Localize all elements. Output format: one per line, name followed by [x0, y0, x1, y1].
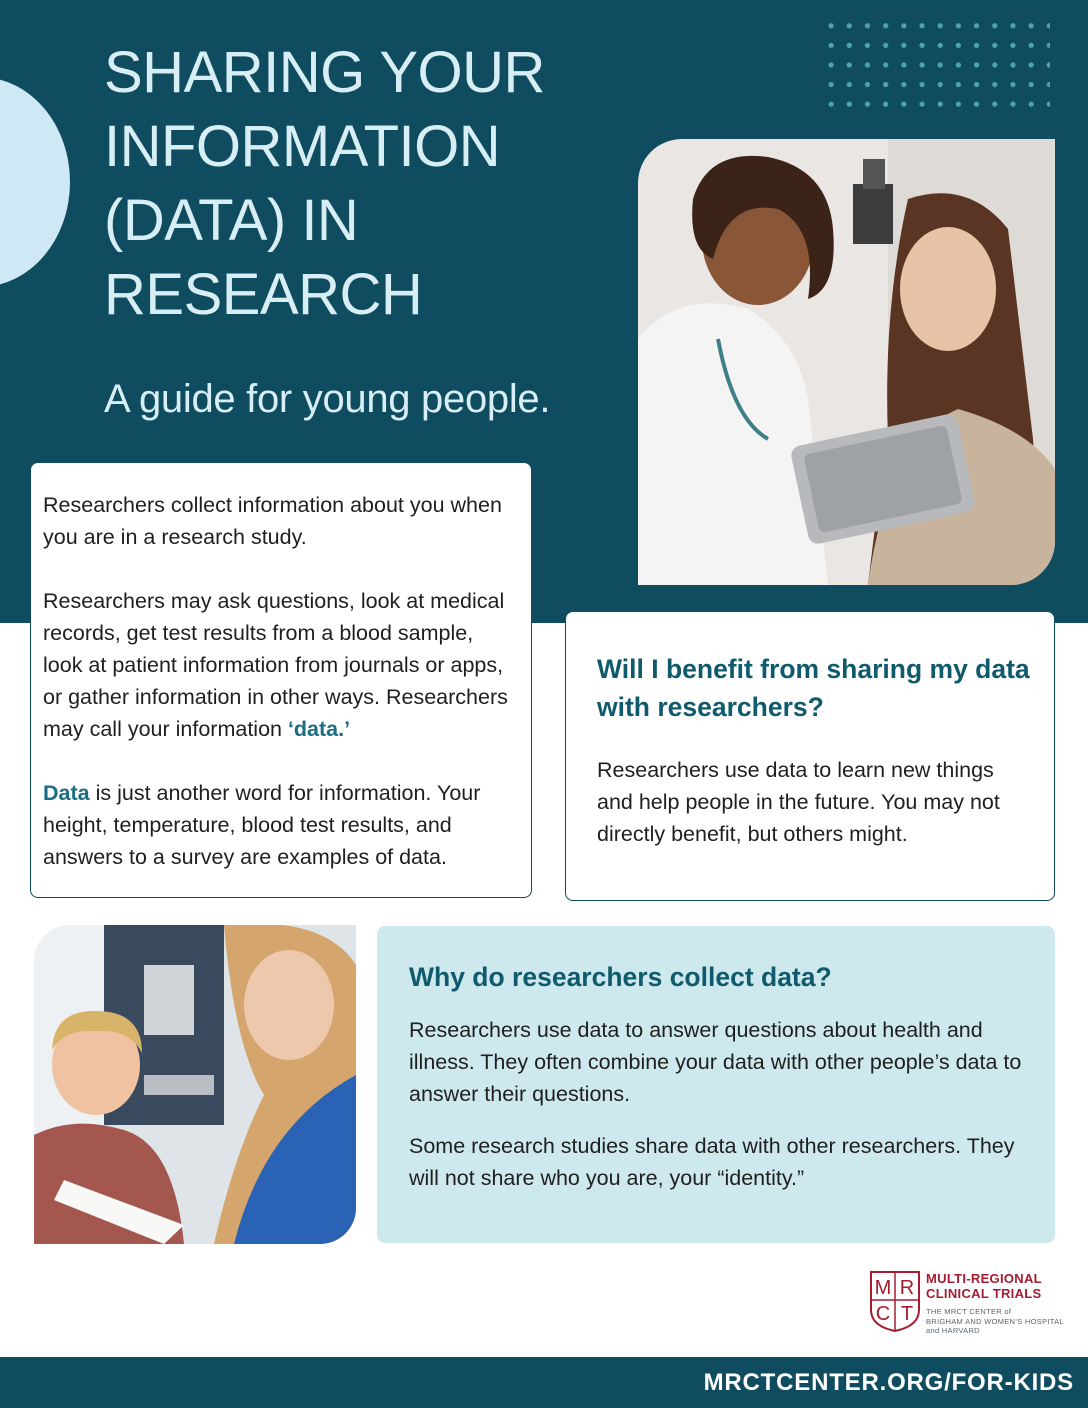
intro-paragraph-1: Researchers collect information about you when you are in a research study. — [43, 493, 502, 549]
logo-letter-r: R — [899, 1277, 915, 1299]
decorative-dot-grid — [822, 16, 1050, 108]
logo-name-line-2: CLINICAL TRIALS — [926, 1286, 1042, 1301]
intro-paragraph-3 — [43, 777, 517, 873]
data-term-bold: Data — [43, 781, 90, 805]
why-paragraph-2: Some research studies share data with other researchers. They will not share who you are, your “identity.” — [409, 1134, 1015, 1190]
logo-letter-c: C — [875, 1303, 891, 1325]
logo-sub-line-3: and HARVARD — [926, 1326, 980, 1335]
intro-paragraph-3-text: is just another word for information. Your height, temperature, blood test results, and answers to a survey are examples of data. — [43, 781, 481, 869]
why-paragraph-1: Researchers use data to answer questions about health and illness. They often combine your data with other people’s data to answer their questions. — [409, 1018, 1022, 1106]
benefit-heading: Will I benefit from sharing my data with researchers? — [597, 654, 1030, 722]
intro-card — [30, 462, 532, 898]
footer-bar — [0, 1357, 1088, 1408]
photo-doctor-with-patient — [638, 139, 1055, 585]
intro-paragraph-2 — [43, 585, 517, 745]
benefit-card — [565, 611, 1055, 901]
logo-sub-line-1: THE MRCT CENTER of — [926, 1307, 1012, 1316]
intro-paragraph-2-text: Researchers may ask questions, look at medical records, get test results from a blood sample, look at patient information from journals or apps, or gather information in other ways. Researchers may call your information — [43, 589, 508, 741]
mrct-shield-icon — [869, 1270, 921, 1332]
page-title: SHARING YOUR INFORMATION (DATA) IN RESEARCH — [104, 40, 545, 327]
photo-nurse-with-boy — [34, 925, 356, 1244]
page-subtitle: A guide for young people. — [104, 377, 551, 421]
logo-letter-m: M — [874, 1277, 892, 1299]
logo-letter-t: T — [900, 1303, 914, 1325]
mrct-logo — [869, 1270, 1065, 1342]
logo-subtitle — [926, 1307, 1076, 1336]
logo-name-line-1: MULTI-REGIONAL — [926, 1271, 1042, 1286]
logo-name — [926, 1271, 1042, 1301]
why-heading: Why do researchers collect data? — [409, 962, 832, 992]
data-term-highlight: ‘data.’ — [287, 717, 351, 741]
footer-website-link[interactable]: MRCTCENTER.ORG/FOR-KIDS — [703, 1369, 1074, 1396]
logo-sub-line-2: BRIGHAM AND WOMEN’S HOSPITAL — [926, 1316, 1064, 1326]
benefit-body: Researchers use data to learn new things and help people in the future. You may not directly benefit, but others might. — [597, 758, 1000, 846]
why-card — [377, 926, 1055, 1243]
